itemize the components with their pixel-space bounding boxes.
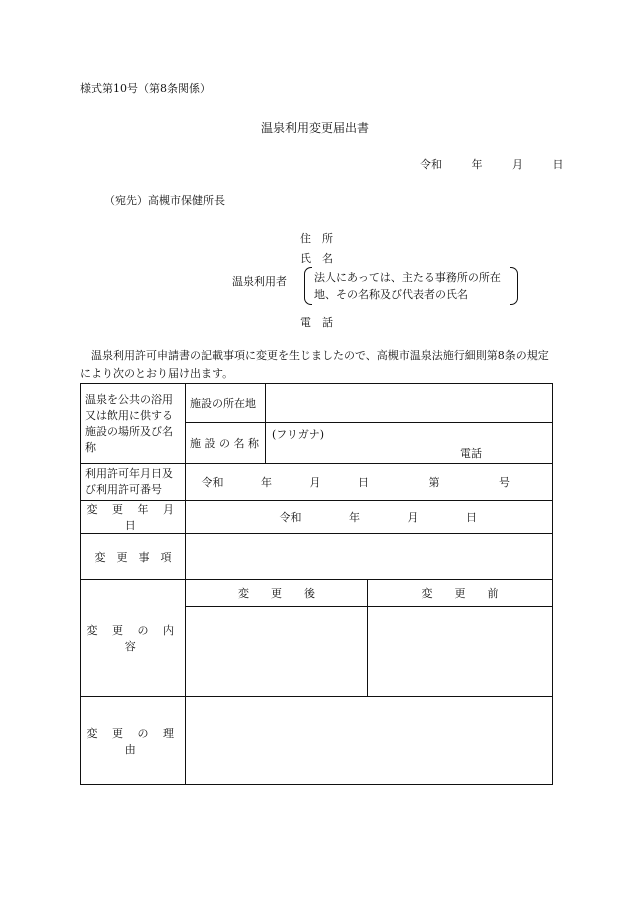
form-number: 様式第10号（第8条関係） bbox=[80, 82, 211, 95]
permit-month: 月 bbox=[309, 476, 321, 489]
date-day: 日 bbox=[552, 158, 564, 171]
intro-paragraph: 温泉利用許可申請書の記載事項に変更を生じましたので、高槻市温泉法施行細則第8条の規定により次のとおり届け出ます。 bbox=[80, 349, 549, 380]
change-date-value[interactable] bbox=[186, 501, 553, 534]
permit-no-suffix: 号 bbox=[499, 476, 510, 489]
permit-label: 利用許可年月日及び利用許可番号 bbox=[81, 464, 186, 501]
permit-era: 令和 bbox=[201, 476, 224, 489]
address-label: 住 所 bbox=[300, 232, 333, 245]
name-label: 氏 名 bbox=[300, 252, 333, 265]
change-date-day: 日 bbox=[466, 511, 477, 524]
after-change-value[interactable] bbox=[186, 607, 368, 697]
permit-no-prefix: 第 bbox=[428, 476, 440, 489]
change-form-table bbox=[80, 383, 553, 785]
addressee: （宛先）高槻市保健所長 bbox=[104, 194, 225, 207]
before-change-header: 変 更 前 bbox=[368, 580, 553, 607]
change-date-era: 令和 bbox=[279, 511, 302, 524]
change-content-label: 変 更 の 内 容 bbox=[81, 580, 186, 697]
permit-value[interactable] bbox=[186, 464, 553, 501]
facility-name-label: 施 設 の 名 称 bbox=[186, 423, 266, 464]
date-era: 令和 bbox=[420, 158, 442, 171]
telephone-label: 電 話 bbox=[300, 316, 333, 329]
date-year: 年 bbox=[471, 158, 483, 171]
facility-location-label: 施設の所在地 bbox=[186, 384, 266, 423]
document-title: 温泉利用変更届出書 bbox=[260, 121, 369, 135]
hot-spring-user-label: 温泉利用者 bbox=[232, 275, 287, 288]
date-month: 月 bbox=[512, 158, 523, 171]
facility-location-value[interactable] bbox=[266, 384, 553, 423]
left-bracket bbox=[304, 267, 312, 305]
after-change-header: 変 更 後 bbox=[186, 580, 368, 607]
change-date-year: 年 bbox=[349, 511, 360, 524]
change-date-month: 月 bbox=[407, 511, 419, 524]
facility-header: 温泉を公共の浴用又は飲用に供する施設の場所及び名称 bbox=[81, 384, 186, 464]
permit-year: 年 bbox=[261, 476, 272, 489]
change-item-value[interactable] bbox=[186, 534, 553, 580]
right-bracket bbox=[510, 267, 518, 305]
phone-label: 電話 bbox=[460, 447, 482, 460]
facility-name-value[interactable] bbox=[266, 423, 553, 464]
submission-date bbox=[420, 156, 564, 172]
furigana-label: (フリガナ) bbox=[272, 428, 325, 441]
corporate-note bbox=[304, 267, 518, 303]
before-change-value[interactable] bbox=[368, 607, 553, 697]
corporate-note-text: 法人にあっては、主たる事務所の所在地、その名称及び代表者の氏名 bbox=[314, 271, 501, 301]
change-date-label: 変 更 年 月 日 bbox=[81, 501, 186, 534]
change-reason-label: 変 更 の 理 由 bbox=[81, 697, 186, 785]
change-reason-value[interactable] bbox=[186, 697, 553, 785]
change-item-label: 変 更 事 項 bbox=[81, 534, 186, 580]
permit-day: 日 bbox=[358, 476, 369, 489]
